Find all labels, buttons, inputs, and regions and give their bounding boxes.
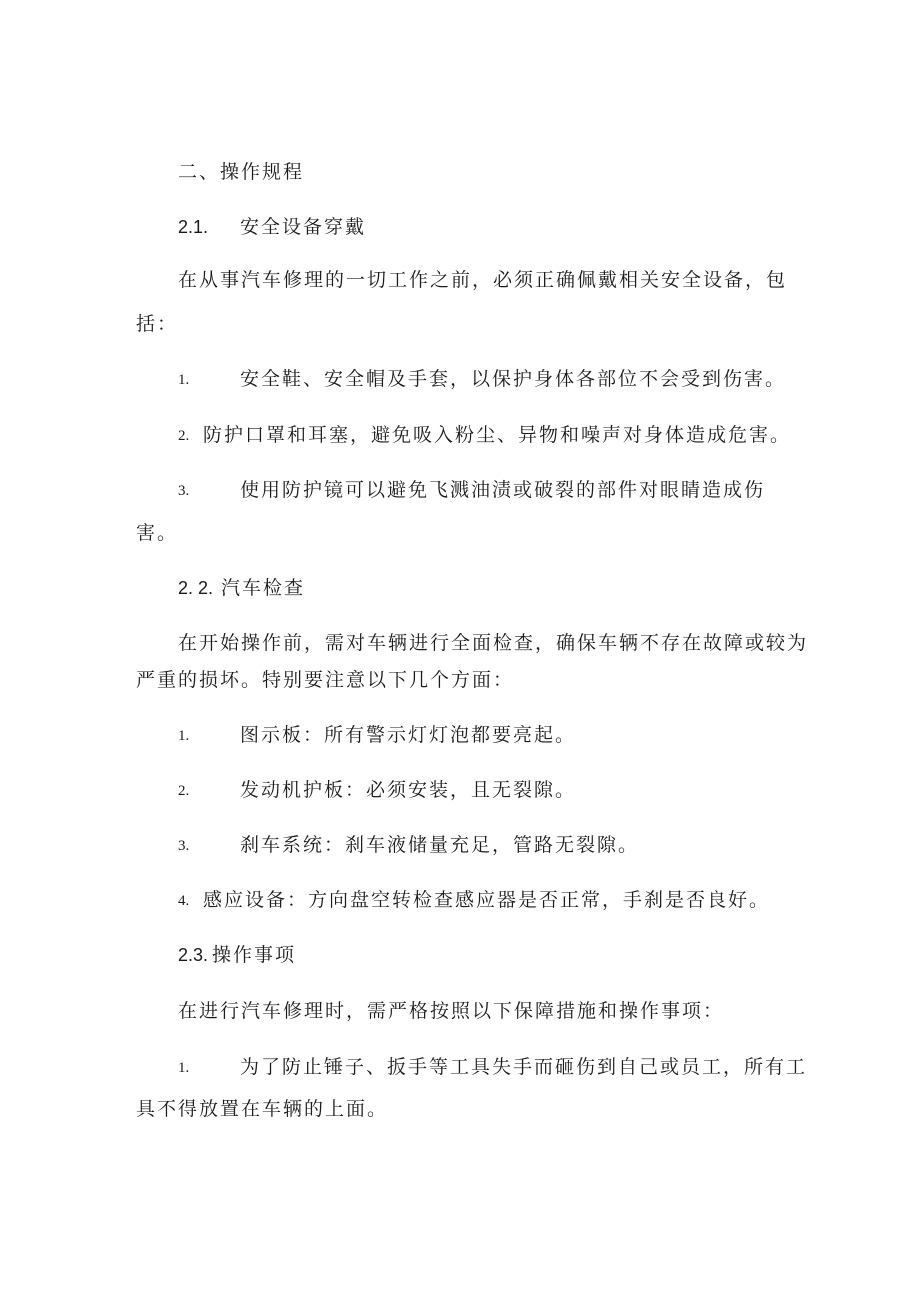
subsection-2-2-number: 2. 2. xyxy=(178,578,214,598)
list-item-cont: 具不得放置在车辆的上面。 xyxy=(136,1098,389,1120)
list-item: 图示板：所有警示灯灯泡都要亮起。 xyxy=(240,724,577,746)
subsection-2-3-title: 操作事项 xyxy=(212,944,297,966)
list-item: 防护口罩和耳塞，避免吸入粉尘、异物和噪声对身体造成危害。 xyxy=(203,424,792,446)
subsection-2-1-title: 安全设备穿戴 xyxy=(240,216,367,238)
subsection-2-2-intro-cont: 严重的损坏。特别要注意以下几个方面： xyxy=(136,669,515,691)
list-item-number: 3. xyxy=(178,483,190,499)
list-item-number: 4. xyxy=(178,893,190,909)
section-title: 二、操作规程 xyxy=(178,161,305,183)
subsection-2-1-intro-cont: 括： xyxy=(136,313,179,335)
subsection-2-1-intro: 在从事汽车修理的一切工作之前，必须正确佩戴相关安全设备，包 xyxy=(178,269,788,291)
list-item-number: 1. xyxy=(178,372,190,388)
list-item-number: 2. xyxy=(178,783,190,799)
subsection-2-2-title: 汽车检查 xyxy=(221,577,306,599)
list-item-number: 1. xyxy=(178,728,190,744)
list-item-number: 2. xyxy=(178,428,190,444)
subsection-2-3-intro: 在进行汽车修理时，需严格按照以下保障措施和操作事项： xyxy=(178,1000,725,1022)
list-item-cont: 害。 xyxy=(136,522,179,544)
subsection-2-1-number: 2.1. xyxy=(178,217,209,237)
list-item: 为了防止锤子、扳手等工具失手而砸伤到自己或员工，所有工 xyxy=(240,1056,808,1078)
subsection-2-3-number: 2.3. xyxy=(178,945,209,965)
list-item: 感应设备：方向盘空转检查感应器是否正常，手刹是否良好。 xyxy=(203,889,771,911)
list-item-number: 3. xyxy=(178,838,190,854)
subsection-2-2-intro: 在开始操作前，需对车辆进行全面检查，确保车辆不存在故障或较为 xyxy=(178,632,809,654)
list-item-number: 1. xyxy=(178,1060,190,1076)
list-item: 使用防护镜可以避免飞溅油渍或破裂的部件对眼睛造成伤 xyxy=(240,479,766,501)
list-item: 发动机护板：必须安装，且无裂隙。 xyxy=(240,779,577,801)
list-item: 安全鞋、安全帽及手套，以保护身体各部位不会受到伤害。 xyxy=(240,368,787,390)
list-item: 刹车系统：刹车液储量充足，管路无裂隙。 xyxy=(240,834,640,856)
